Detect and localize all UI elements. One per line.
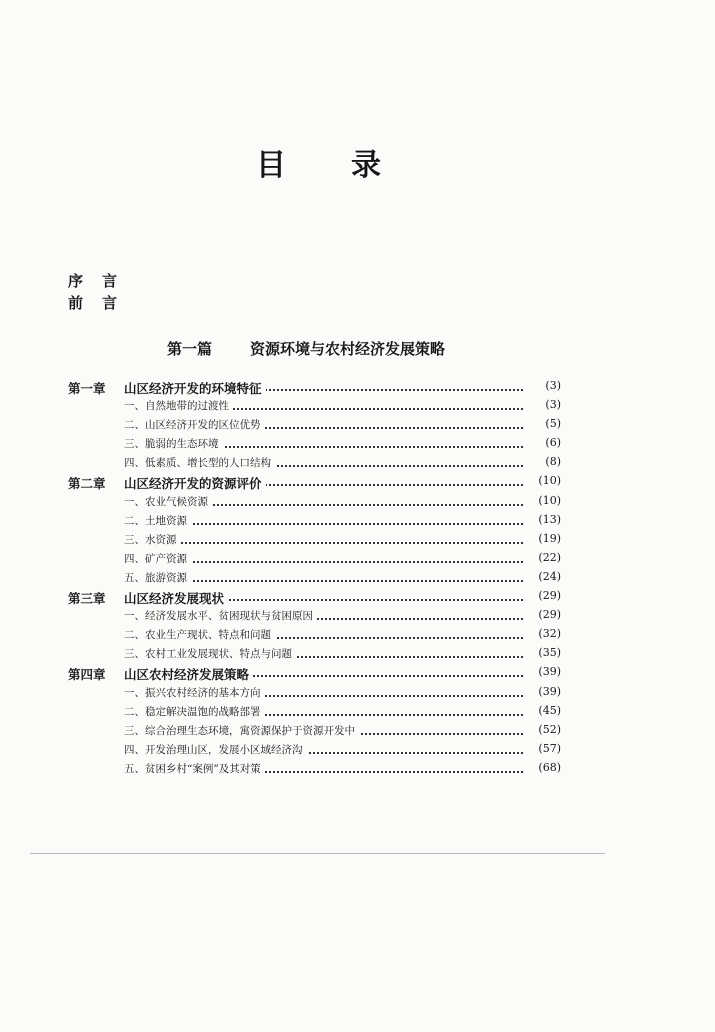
table-of-contents xyxy=(0,379,715,780)
section-title: 三、脆弱的生态环境 xyxy=(124,436,223,451)
dot-leader xyxy=(124,542,523,544)
toc-section[interactable] xyxy=(0,513,715,532)
section-title: 一、农业气候资源 xyxy=(124,494,212,509)
toc-chapter[interactable] xyxy=(0,474,715,493)
chapter-title: 山区农村经济发展策略 xyxy=(124,665,253,683)
front-matter-char: 言 xyxy=(102,272,118,290)
toc-chapter[interactable] xyxy=(0,589,715,608)
page-number: (24) xyxy=(523,570,561,583)
toc-section[interactable] xyxy=(0,723,715,742)
chapter-number: 第一章 xyxy=(68,381,106,396)
page-title-char-2: 录 xyxy=(351,148,381,183)
toc-section[interactable] xyxy=(0,398,715,417)
page-number: (52) xyxy=(523,723,561,736)
scan-edge-line xyxy=(30,853,605,854)
toc-section[interactable] xyxy=(0,570,715,589)
front-matter-char: 言 xyxy=(102,294,118,312)
toc-section[interactable] xyxy=(0,608,715,627)
part-title: 资源环境与农村经济发展策略 xyxy=(250,340,446,358)
section-title: 五、贫困乡村“案例”及其对策 xyxy=(124,761,265,776)
page-number: (22) xyxy=(523,551,561,564)
page-number: (19) xyxy=(523,532,561,545)
chapter-number: 第三章 xyxy=(68,591,106,607)
chapter-title: 山区经济开发的资源评价 xyxy=(124,474,266,492)
toc-section[interactable] xyxy=(0,742,715,761)
page-number: (39) xyxy=(523,685,561,698)
chapter-title: 山区经济开发的环境特征 xyxy=(124,379,266,397)
section-title: 三、水资源 xyxy=(124,532,181,547)
section-title: 二、稳定解决温饱的战略部署 xyxy=(124,704,265,719)
toc-section[interactable] xyxy=(0,494,715,513)
toc-section[interactable] xyxy=(0,436,715,455)
page-number: (5) xyxy=(523,417,561,430)
page-number: (10) xyxy=(523,474,561,487)
chapter-number: 第四章 xyxy=(68,667,106,683)
page-number: (39) xyxy=(523,665,561,678)
page-number: (35) xyxy=(523,646,561,659)
section-title: 三、综合治理生态环境，寓资源保护于资源开发中 xyxy=(124,723,359,738)
section-title: 二、土地资源 xyxy=(124,513,191,528)
toc-section[interactable] xyxy=(0,685,715,704)
page-number: (10) xyxy=(523,494,561,507)
section-title: 四、低素质、增长型的人口结构 xyxy=(124,455,275,470)
page-number: (29) xyxy=(523,608,561,621)
section-title: 三、农村工业发展现状、特点与问题 xyxy=(124,646,296,661)
toc-section[interactable] xyxy=(0,704,715,723)
toc-section[interactable] xyxy=(0,551,715,570)
section-title: 一、自然地带的过渡性 xyxy=(124,398,233,413)
toc-section[interactable] xyxy=(0,455,715,474)
page-number: (8) xyxy=(523,455,561,468)
page-title-char-1: 目 xyxy=(256,148,286,183)
section-title: 五、旅游资源 xyxy=(124,570,191,585)
section-title: 四、开发治理山区，发展小区域经济沟 xyxy=(124,742,307,757)
page-number: (57) xyxy=(523,742,561,755)
page-number: (45) xyxy=(523,704,561,717)
page-number: (32) xyxy=(523,627,561,640)
toc-section[interactable] xyxy=(0,646,715,665)
section-title: 四、矿产资源 xyxy=(124,551,191,566)
page-number: (3) xyxy=(523,398,561,411)
chapter-number: 第二章 xyxy=(68,476,106,492)
page-number: (68) xyxy=(523,761,561,774)
page-number: (6) xyxy=(523,436,561,449)
toc-section[interactable] xyxy=(0,417,715,436)
front-matter-char: 序 xyxy=(68,272,84,290)
section-title: 一、振兴农村经济的基本方向 xyxy=(124,685,265,700)
page-number: (3) xyxy=(523,379,561,392)
front-matter-char: 前 xyxy=(68,294,84,312)
section-title: 二、农业生产现状、特点和问题 xyxy=(124,627,275,642)
toc-section[interactable] xyxy=(0,627,715,646)
toc-chapter[interactable] xyxy=(0,665,715,684)
section-title: 二、山区经济开发的区位优势 xyxy=(124,417,265,432)
toc-section[interactable] xyxy=(0,761,715,780)
section-title: 一、经济发展水平、贫困现状与贫困原因 xyxy=(124,608,317,623)
toc-chapter[interactable] xyxy=(0,379,715,398)
page-number: (29) xyxy=(523,589,561,602)
toc-section[interactable] xyxy=(0,532,715,551)
page-number: (13) xyxy=(523,513,561,526)
chapter-title: 山区经济发展现状 xyxy=(124,589,228,607)
part-number: 第一篇 xyxy=(167,340,213,358)
